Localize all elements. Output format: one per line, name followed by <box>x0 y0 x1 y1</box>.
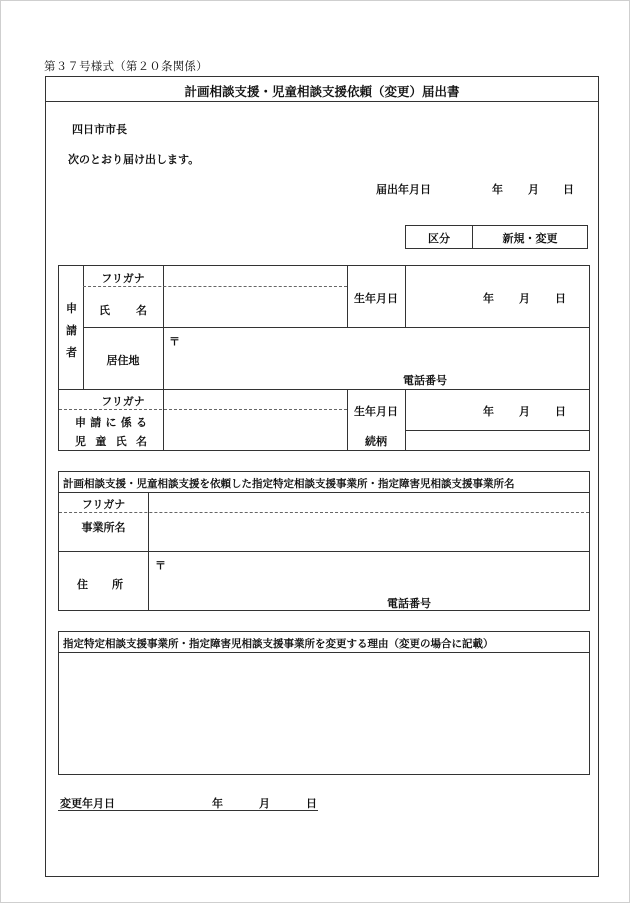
applicant-side-2: 請 <box>66 324 77 337</box>
office-name-label: 事業所名 <box>81 521 126 534</box>
change-year-label: 年 <box>212 797 223 810</box>
child-birth-day: 日 <box>555 405 566 418</box>
child-name-label-line1: 申 請 に 係 る <box>75 416 147 429</box>
applicant-name-label: 氏 名 <box>99 304 147 317</box>
applicant-birth-label: 生年月日 <box>354 292 398 305</box>
title-underline <box>46 101 598 102</box>
form-frame <box>45 76 599 877</box>
submission-date-label: 届出年月日 <box>376 183 431 196</box>
form-number: 第３７号様式（第２０条関係） <box>44 59 208 73</box>
addressee: 四日市市長 <box>72 123 127 136</box>
submission-year-label: 年 <box>492 183 503 196</box>
applicant-birth-month: 月 <box>519 292 530 305</box>
office-table <box>58 471 590 611</box>
office-furigana-label: フリガナ <box>81 498 126 511</box>
office-address-label: 住 所 <box>77 578 123 591</box>
change-date-underline <box>58 810 318 811</box>
form-title: 計画相談支援・児童相談支援依頼（変更）届出書 <box>184 84 460 99</box>
child-relation-label: 続柄 <box>365 435 387 448</box>
applicant-side-1: 申 <box>66 302 77 315</box>
child-name-label-line2: 児 童 氏 名 <box>75 435 147 448</box>
child-birth-month: 月 <box>519 405 530 418</box>
applicant-table <box>58 265 590 451</box>
change-day-label: 日 <box>306 797 317 810</box>
office-phone-label: 電話番号 <box>387 597 431 610</box>
category-label: 区分 <box>428 232 450 245</box>
office-heading: 計画相談支援・児童相談支援を依頼した指定特定相談支援事業所・指定障害児相談支援事業所名 <box>63 478 515 490</box>
change-date-label: 変更年月日 <box>60 797 115 810</box>
change-month-label: 月 <box>259 797 270 810</box>
intro-text: 次のとおり届け出します。 <box>68 153 200 166</box>
category-box <box>405 225 588 249</box>
applicant-birth-year: 年 <box>483 292 494 305</box>
child-birth-label: 生年月日 <box>354 405 398 418</box>
office-postal-mark: 〒 <box>155 559 166 572</box>
applicant-side-3: 者 <box>66 346 77 359</box>
applicant-phone-label: 電話番号 <box>403 374 447 387</box>
category-value[interactable]: 新規・変更 <box>502 232 558 245</box>
child-birth-year: 年 <box>483 405 494 418</box>
applicant-address-label: 居住地 <box>106 354 140 367</box>
applicant-furigana-label: フリガナ <box>101 272 145 285</box>
submission-month-label: 月 <box>528 183 539 196</box>
child-furigana-label: フリガナ <box>101 395 145 408</box>
reason-heading: 指定特定相談支援事業所・指定障害児相談支援事業所を変更する理由（変更の場合に記載） <box>63 638 494 650</box>
submission-day-label: 日 <box>563 183 574 196</box>
applicant-birth-day: 日 <box>555 292 566 305</box>
applicant-postal-mark: 〒 <box>169 335 180 348</box>
reason-box <box>58 631 590 775</box>
